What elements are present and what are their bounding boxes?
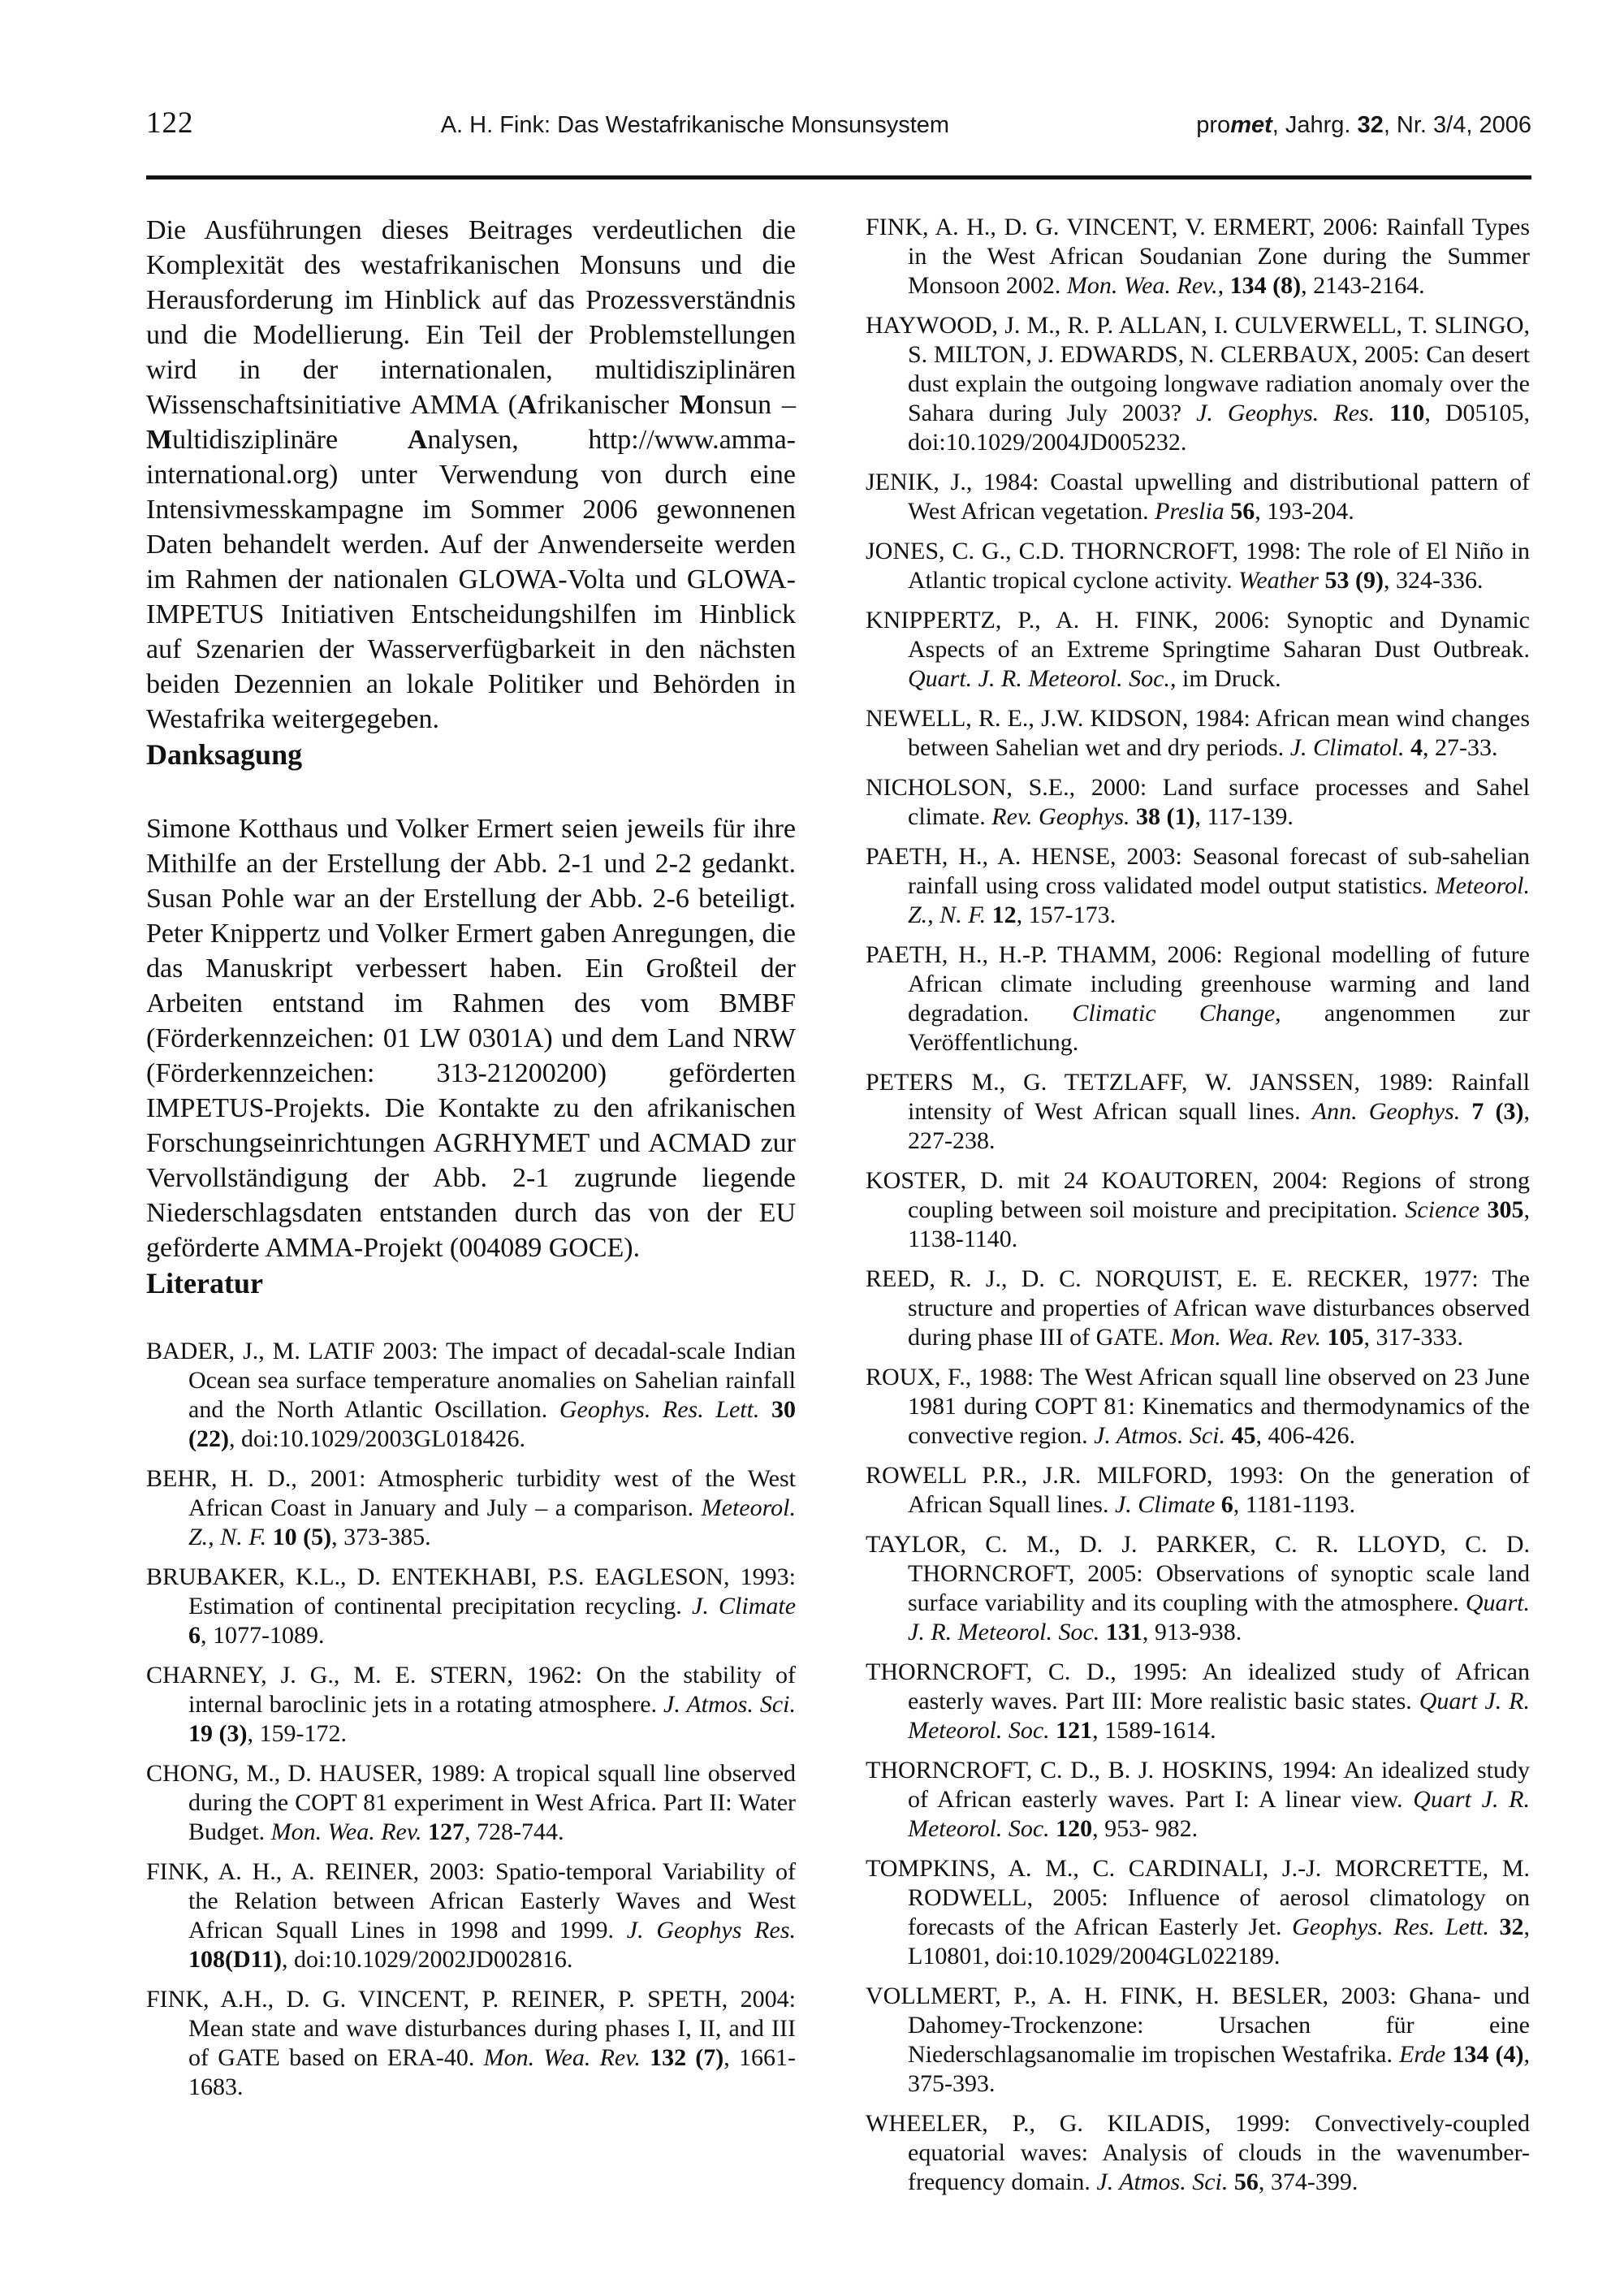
text-run: , 1077-1089. bbox=[201, 1622, 325, 1649]
text-run: 12 bbox=[991, 902, 1017, 928]
right-column bbox=[866, 213, 1530, 2197]
text-run: FINK, A. H., D. G. VINCENT, V. ERMERT, 2006: Rainfall Types in the West African Soudanian Zone during the Summer Monsoon 2002. bbox=[866, 214, 1530, 299]
text-run: Meteorol. Z., N. F. bbox=[188, 1494, 796, 1550]
text-run: J. Climate bbox=[692, 1593, 797, 1619]
text-run: J. Climate bbox=[1114, 1491, 1216, 1518]
text-run: , Nr. 3/4, 2006 bbox=[1383, 112, 1531, 138]
text-run: J. Atmos. Sci. bbox=[1094, 1422, 1226, 1449]
text-run: J. Climatol. bbox=[1289, 734, 1405, 761]
reference-entry bbox=[866, 1530, 1530, 1647]
text-run: 305 bbox=[1487, 1196, 1524, 1223]
text-run bbox=[641, 2044, 650, 2071]
text-run: JENIK, J., 1984: Coastal upwelling and distributional pattern of West African vegetation. bbox=[866, 469, 1530, 525]
text-run: THORNCROFT, C. D., B. J. HOSKINS, 1994: An idealized study of African easterly waves. Part I: A linear view. bbox=[866, 1757, 1530, 1813]
reference-entry bbox=[866, 1982, 1530, 2099]
reference-entry bbox=[866, 213, 1530, 301]
text-run: M bbox=[679, 390, 706, 420]
text-run: , 2143-2164. bbox=[1301, 272, 1425, 299]
text-run: BADER, J., M. LATIF 2003: The impact of decadal-scale Indian Ocean sea surface temperature anomalies on Sahelian rainfall and the North Atlantic Oscillation. bbox=[146, 1338, 796, 1423]
text-run: 132 (7) bbox=[650, 2044, 724, 2071]
text-run: KNIPPERTZ, P., A. H. FINK, 2006: Synoptic and Dynamic Aspects of an Extreme Springtime Saharan Dust Outbreak. bbox=[866, 607, 1530, 663]
text-run: Quart J. R. Meteorol. Soc. bbox=[908, 1786, 1530, 1842]
text-run: VOLLMERT, P., A. H. FINK, H. BESLER, 2003: Ghana- und Dahomey-Trockenzone: Ursachen für eine Niederschlagsanomalie im tropischen Westafrika. bbox=[866, 1983, 1530, 2068]
text-run: M bbox=[146, 425, 173, 455]
reference-entry bbox=[866, 537, 1530, 595]
text-run: , 1661-1683. bbox=[188, 2044, 796, 2100]
page-header bbox=[146, 106, 1531, 141]
text-run: , Jahrg. bbox=[1272, 112, 1358, 138]
text-run: , 227-238. bbox=[908, 1098, 1531, 1154]
text-run: Climatic Change bbox=[1072, 1000, 1276, 1027]
text-run bbox=[1215, 1491, 1221, 1518]
text-run: Mon. Wea. Rev. bbox=[483, 2044, 641, 2071]
reference-entry bbox=[866, 1363, 1530, 1451]
text-run: TAYLOR, C. M., D. J. PARKER, C. R. LLOYD, C. D. THORNCROFT, 2005: Observations of synoptic scale land surface variability and its coupling with the atmosphere. bbox=[866, 1531, 1530, 1616]
text-run: Mon. Wea. Rev. bbox=[270, 1818, 422, 1845]
reference-entry bbox=[146, 1759, 796, 1847]
text-run: PAETH, H., A. HENSE, 2003: Seasonal forecast of sub-sahelian rainfall using cross validated model output statistics. bbox=[866, 843, 1530, 899]
text-run: , im Druck. bbox=[1169, 665, 1281, 692]
journal-issue-info bbox=[1196, 112, 1531, 139]
reference-entry bbox=[866, 704, 1530, 763]
text-run bbox=[421, 1818, 428, 1845]
text-run: ROUX, F., 1988: The West African squall line observed on 23 June 1981 during COPT 81: Kinematics and thermodynamics of the convective region. bbox=[866, 1364, 1530, 1449]
text-run: Quart. J. R. Meteorol. Soc. bbox=[908, 665, 1170, 692]
text-run: , D05105, doi:10.1029/2004JD005232. bbox=[908, 400, 1530, 456]
text-run: Mon. Wea. Rev. bbox=[1170, 1324, 1322, 1351]
text-run: J. Atmos. Sci. bbox=[1096, 2168, 1229, 2195]
text-run bbox=[1375, 400, 1389, 426]
text-run bbox=[1130, 803, 1137, 830]
text-run bbox=[1405, 734, 1411, 761]
text-run: BEHR, H. D., 2001: Atmospheric turbidity west of the West African Coast in January and July – a comparison. bbox=[146, 1465, 796, 1521]
text-run: 127 bbox=[427, 1818, 464, 1845]
reference-entry bbox=[866, 1166, 1530, 1254]
left-column bbox=[146, 213, 796, 2102]
text-run: J. Geophys. Res. bbox=[1196, 400, 1376, 426]
reference-entry bbox=[866, 311, 1530, 457]
text-run: , 406-426. bbox=[1255, 1422, 1356, 1449]
reference-entry bbox=[866, 773, 1530, 832]
reference-list-right bbox=[866, 213, 1530, 2197]
text-run: , 117-139. bbox=[1194, 803, 1294, 830]
text-run: , 1138-1140. bbox=[908, 1196, 1530, 1252]
text-run: 108(D11) bbox=[188, 1946, 282, 1973]
text-run: Die Ausführungen dieses Beitrages verdeutlichen die Komplexität des westafrikanischen Monsuns und die Herausforderung im Hinblick auf das Prozessverständnis und die Modellierung. Ein Teil der Problemstellungen wird in der internationalen, multidisziplinären Wissenschaftsinitiative AMMA ( bbox=[146, 215, 796, 420]
text-run: J. Geophys Res. bbox=[626, 1917, 796, 1944]
text-run: FINK, A.H., D. G. VINCENT, P. REINER, P. SPETH, 2004: Mean state and wave disturbances during phases I, II, and III of GATE based on ERA-40. bbox=[146, 1986, 796, 2071]
reference-entry bbox=[866, 842, 1530, 930]
text-run bbox=[1479, 1196, 1487, 1223]
text-run: met bbox=[1230, 112, 1272, 138]
text-run: , 375-393. bbox=[908, 2041, 1530, 2097]
text-run: , 373-385. bbox=[331, 1524, 431, 1550]
text-run: 121 bbox=[1056, 1717, 1093, 1744]
text-run: Mon. Wea. Rev., bbox=[1066, 272, 1224, 299]
text-run: 6 bbox=[188, 1622, 201, 1649]
text-run: , 27-33. bbox=[1423, 734, 1498, 761]
text-run bbox=[986, 902, 992, 928]
text-run: 30 (22) bbox=[188, 1396, 796, 1452]
reference-entry bbox=[146, 1661, 796, 1749]
text-run bbox=[1489, 1913, 1500, 1940]
text-run: , 1181-1193. bbox=[1233, 1491, 1356, 1518]
text-run: Preslia bbox=[1155, 498, 1224, 525]
text-run: Science bbox=[1405, 1196, 1480, 1223]
text-run: HAYWOOD, J. M., R. P. ALLAN, I. CULVERWELL, T. SLINGO, S. MILTON, J. EDWARDS, N. CLERBAUX, 2005: Can desert dust explain the outgoing longwave radiation anomaly over the Sahara during July 2003? bbox=[866, 312, 1530, 426]
text-run: 32 bbox=[1499, 1913, 1524, 1940]
text-run: 38 (1) bbox=[1136, 803, 1195, 830]
text-run: NICHOLSON, S.E., 2000: Land surface processes and Sahel climate. bbox=[866, 774, 1530, 830]
text-run: Erde bbox=[1399, 2041, 1446, 2068]
text-run: , 193-204. bbox=[1255, 498, 1354, 525]
reference-entry bbox=[866, 468, 1530, 526]
text-run: ROWELL P.R., J.R. MILFORD, 1993: On the generation of African Squall lines. bbox=[866, 1462, 1530, 1518]
reference-entry bbox=[866, 940, 1530, 1057]
text-run: 134 (8) bbox=[1229, 272, 1302, 299]
text-run bbox=[1224, 272, 1230, 299]
text-run: , angenommen zur Veröffentlichung. bbox=[908, 1000, 1530, 1056]
text-run: , 1589-1614. bbox=[1092, 1717, 1216, 1744]
running-title: A. H. Fink: Das Westafrikanische Monsunsystem bbox=[440, 112, 950, 138]
text-run: BRUBAKER, K.L., D. ENTEKHABI, P.S. EAGLESON, 1993: Estimation of continental precipitation recycling. bbox=[146, 1563, 796, 1619]
reference-entry bbox=[146, 1985, 796, 2102]
text-run: frikanischer bbox=[537, 390, 680, 420]
text-run: ultidisziplinäre bbox=[172, 425, 408, 455]
text-run: JONES, C. G., C.D. THORNCROFT, 1998: The role of El Niño in Atlantic tropical cyclone activity. bbox=[866, 538, 1530, 594]
text-run: , 728-744. bbox=[464, 1818, 564, 1845]
text-run: 10 (5) bbox=[272, 1524, 332, 1550]
text-run: Quart. J. R. Meteorol. Soc. bbox=[908, 1589, 1530, 1645]
text-run bbox=[759, 1396, 771, 1423]
text-run: , doi:10.1029/2003GL018426. bbox=[228, 1425, 525, 1452]
text-run: Rev. Geophys. bbox=[991, 803, 1130, 830]
text-run: , 159-172. bbox=[247, 1720, 347, 1747]
reference-entry bbox=[866, 606, 1530, 694]
text-run: Ann. Geophys. bbox=[1311, 1098, 1461, 1125]
reference-entry bbox=[146, 1464, 796, 1552]
reference-list-left bbox=[146, 1337, 796, 2102]
text-run: pro bbox=[1196, 112, 1231, 138]
text-run: 105 bbox=[1327, 1324, 1364, 1351]
text-run: CHARNEY, J. G., M. E. STERN, 1962: On the stability of internal baroclinic jets in a rotating atmosphere. bbox=[146, 1662, 796, 1718]
text-run: 45 bbox=[1231, 1422, 1256, 1449]
reference-entry bbox=[866, 1265, 1530, 1352]
text-run bbox=[1228, 2168, 1234, 2195]
text-run: 6 bbox=[1220, 1491, 1233, 1518]
text-run: Geophys. Res. Lett. bbox=[559, 1396, 760, 1423]
text-run: J. Atmos. Sci. bbox=[663, 1691, 796, 1718]
text-run: Weather bbox=[1238, 567, 1319, 594]
text-run: WHEELER, P., G. KILADIS, 1999: Convectively-coupled equatorial waves: Analysis of clouds in the wavenumber-frequency domain. bbox=[866, 2110, 1530, 2195]
text-run: , 157-173. bbox=[1016, 902, 1116, 928]
text-run: , L10801, doi:10.1029/2004GL022189. bbox=[908, 1913, 1531, 1970]
text-run: Geophys. Res. Lett. bbox=[1292, 1913, 1489, 1940]
text-run: FINK, A. H., A. REINER, 2003: Spatio-temporal Variability of the Relation between African Easterly Waves and West African Squall Lines in 1998 and 1999. bbox=[146, 1858, 796, 1944]
text-run: 120 bbox=[1056, 1815, 1093, 1842]
text-run: 134 (4) bbox=[1452, 2041, 1524, 2068]
text-run: PETERS M., G. TETZLAFF, W. JANSSEN, 1989: Rainfall intensity of West African squall lines. bbox=[866, 1069, 1530, 1125]
text-run: CHONG, M., D. HAUSER, 1989: A tropical squall line observed during the COPT 81 experiment in West Africa. Part II: Water Budget. bbox=[146, 1760, 796, 1845]
text-run: A bbox=[516, 390, 538, 420]
reference-entry bbox=[146, 1337, 796, 1454]
text-run: KOSTER, D. mit 24 KOAUTOREN, 2004: Regions of strong coupling between soil moisture and precipitation. bbox=[866, 1167, 1530, 1223]
text-run: , 317-333. bbox=[1363, 1324, 1464, 1351]
reference-entry bbox=[866, 2109, 1530, 2197]
text-run bbox=[1099, 1619, 1106, 1645]
reference-entry bbox=[866, 1068, 1530, 1156]
reference-entry bbox=[146, 1563, 796, 1650]
header-rule bbox=[146, 175, 1531, 179]
text-run: 53 (9) bbox=[1324, 567, 1384, 594]
text-run bbox=[1225, 1422, 1232, 1449]
text-run bbox=[266, 1524, 273, 1550]
text-run bbox=[1460, 1098, 1471, 1125]
reference-entry bbox=[866, 1854, 1530, 1971]
text-run: 56 bbox=[1233, 2168, 1259, 2195]
intro-paragraph bbox=[146, 213, 796, 737]
text-run: , 913-938. bbox=[1142, 1619, 1242, 1645]
reference-entry bbox=[866, 1658, 1530, 1745]
text-run: 7 (3) bbox=[1471, 1098, 1524, 1125]
acknowledgement-heading: Danksagung bbox=[146, 738, 303, 771]
text-run: THORNCROFT, C. D., 1995: An idealized study of African easterly waves. Part III: More realistic basic states. bbox=[866, 1658, 1530, 1714]
text-run: , 324-336. bbox=[1383, 567, 1484, 594]
reference-entry bbox=[146, 1857, 796, 1974]
text-run: , 374-399. bbox=[1258, 2168, 1358, 2195]
text-run bbox=[1321, 1324, 1328, 1351]
text-run: 4 bbox=[1410, 734, 1423, 761]
text-run: 110 bbox=[1389, 400, 1425, 426]
text-run: A bbox=[407, 425, 428, 455]
text-run: 131 bbox=[1105, 1619, 1142, 1645]
text-run: Quart J. R. Meteorol. Soc. bbox=[908, 1688, 1530, 1744]
text-run: NEWELL, R. E., J.W. KIDSON, 1984: African mean wind changes between Sahelian wet and dry periods. bbox=[866, 705, 1530, 761]
text-run: 19 (3) bbox=[188, 1720, 248, 1747]
page-number: 122 bbox=[146, 106, 194, 140]
text-run: Meteorol. Z., N. F. bbox=[908, 872, 1530, 928]
reference-entry bbox=[866, 1461, 1530, 1520]
text-run: 32 bbox=[1357, 112, 1384, 138]
text-run: 56 bbox=[1230, 498, 1255, 525]
text-run: onsun – bbox=[705, 390, 796, 420]
literature-heading: Literatur bbox=[146, 1267, 263, 1299]
acknowledgement-paragraph: Simone Kotthaus und Volker Ermert seien jeweils für ihre Mithilfe an der Erstellung der Abb. 2-1 und 2-2 gedankt. Susan Pohle war an der Erstellung der Abb. 2-6 beteiligt. Peter Knippertz und Volker Ermert gaben Anregungen, die das Manuskript verbessert haben. Ein Großteil der Arbeiten entstand im Rahmen des vom BMBF (Förderkennzeichen: 01 LW 0301A) und dem Land NRW (Förderkennzeichen: 313-21200200) geförderten IMPETUS-Projekts. Die Kontakte zu den afrikanischen Forschungseinrichtungen AGRHYMET und ACMAD zur Vervollständigung der Abb. 2-1 zugrunde liegende Niederschlagsdaten entstanden durch das von der EU geförderte AMMA-Projekt (004089 GOCE). bbox=[146, 814, 796, 1263]
text-run: REED, R. J., D. C. NORQUIST, E. E. RECKER, 1977: The structure and properties of African wave disturbances observed during phase III of GATE. bbox=[866, 1265, 1530, 1351]
text-run: PAETH, H., H.-P. THAMM, 2006: Regional modelling of future African climate including greenhouse warming and land degradation. bbox=[866, 941, 1530, 1027]
text-run: TOMPKINS, A. M., C. CARDINALI, J.-J. MORCRETTE, M. RODWELL, 2005: Influence of aerosol climatology on forecasts of the African Easterly Jet. bbox=[866, 1855, 1530, 1940]
text-run: , doi:10.1029/2002JD002816. bbox=[282, 1946, 573, 1973]
reference-entry bbox=[866, 1756, 1530, 1844]
text-run: , 953- 982. bbox=[1092, 1815, 1199, 1842]
text-run: nalysen, http://www.amma-international.org) unter Verwendung von durch eine Intensivmesskampagne im Sommer 2006 gewonnenen Daten behandelt werden. Auf der Anwenderseite werden im Rahmen der nationalen GLOWA-Volta und GLOWA-IMPETUS Initiativen Entscheidungshilfen im Hinblick auf Szenarien der Wasserverfügbarkeit in den nächsten beiden Dezennien an lokale Politiker und Behörden in Westafrika weitergegeben. bbox=[146, 425, 796, 734]
